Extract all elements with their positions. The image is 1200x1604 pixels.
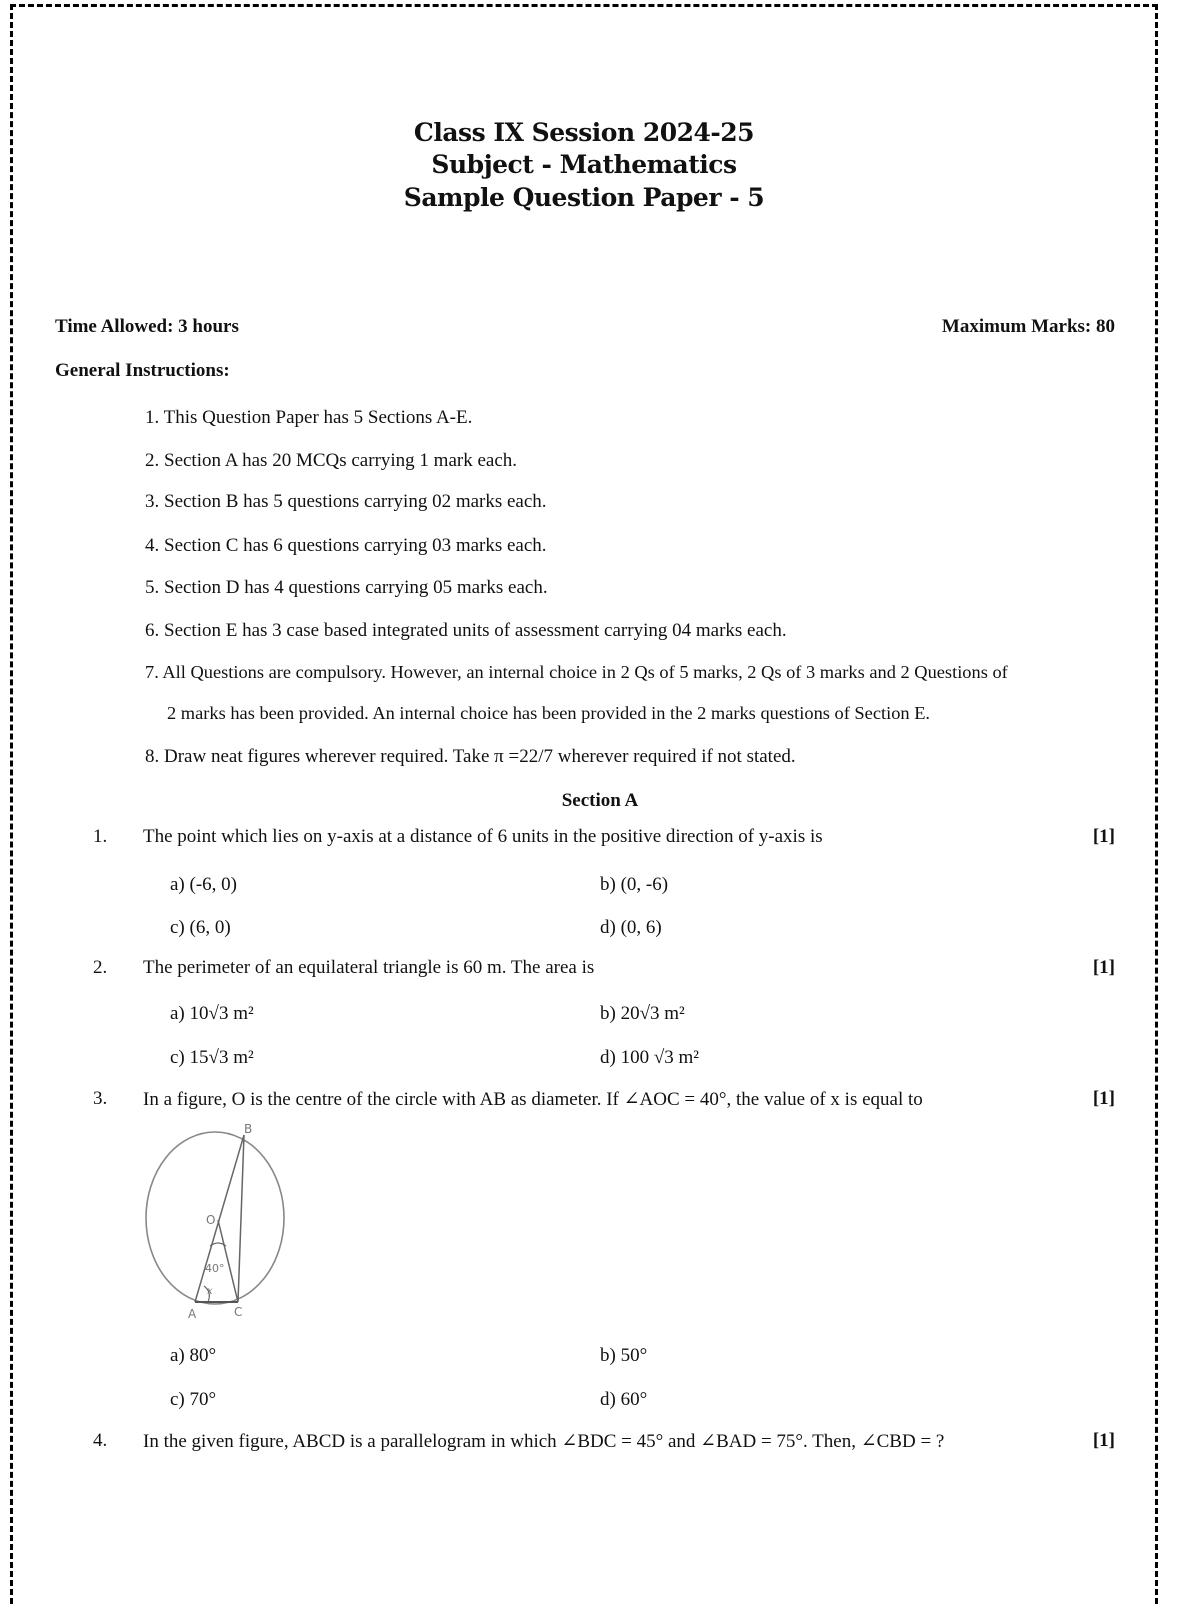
instruction-item: 3. Section B has 5 questions carrying 02 marks each. <box>145 491 547 512</box>
question-marks: [1] <box>1092 826 1115 847</box>
time-allowed: Time Allowed: 3 hours <box>55 316 239 337</box>
option-b: b) 20√3 m² <box>600 1003 685 1024</box>
instruction-item: 7. All Questions are compulsory. However, an internal choice in 2 Qs of 5 marks, 2 Qs of 3 marks and 2 Questions of <box>145 662 1008 682</box>
question-text: In a figure, O is the centre of the circle with AB as diameter. If ∠AOC = 40°, the value of x is equal to <box>143 1089 923 1110</box>
paper-title-number: Sample Question Paper - 5 <box>403 183 765 212</box>
section-heading: Section A <box>561 790 639 811</box>
question-number: 3. <box>93 1088 108 1109</box>
instruction-item-continued: 2 marks has been provided. An internal choice has been provided in the 2 marks questions of Section E. <box>167 703 931 723</box>
paper-title-subject: Subject - Mathematics <box>431 150 737 179</box>
question-text: The perimeter of an equilateral triangle is 60 m. The area is <box>143 957 595 978</box>
label-b: B <box>244 1122 253 1136</box>
option-d: d) (0, 6) <box>600 917 662 938</box>
option-d: d) 100 √3 m² <box>600 1047 699 1068</box>
option-c: c) 15√3 m² <box>170 1047 254 1068</box>
instruction-item: 2. Section A has 20 MCQs carrying 1 mark each. <box>145 450 518 471</box>
question-number: 4. <box>93 1430 108 1451</box>
instruction-item: 4. Section C has 6 questions carrying 03 marks each. <box>145 535 547 556</box>
label-o: O <box>206 1213 216 1227</box>
option-c: c) (6, 0) <box>170 917 231 938</box>
question-marks: [1] <box>1092 957 1115 978</box>
instruction-item: 5. Section D has 4 questions carrying 05 marks each. <box>145 577 548 598</box>
option-a: a) 10√3 m² <box>170 1003 254 1024</box>
label-angle-40: 40° <box>205 1262 225 1275</box>
maximum-marks: Maximum Marks: 80 <box>941 316 1115 337</box>
circle-diagram <box>140 1120 300 1325</box>
paper-title-class: Class IX Session 2024-25 <box>413 118 755 147</box>
question-number: 2. <box>93 957 108 978</box>
option-b: b) (0, -6) <box>600 874 669 895</box>
option-a: a) 80° <box>170 1345 217 1366</box>
label-x: x <box>207 1286 213 1297</box>
instructions-heading: General Instructions: <box>55 360 230 381</box>
label-a: A <box>188 1307 197 1321</box>
question-text: In the given figure, ABCD is a parallelogram in which ∠BDC = 45° and ∠BAD = 75°. Then, ∠CBD = ? <box>143 1431 945 1452</box>
question-number: 1. <box>93 826 108 847</box>
option-a: a) (-6, 0) <box>170 874 237 895</box>
label-c: C <box>234 1305 243 1319</box>
question-marks: [1] <box>1092 1430 1115 1451</box>
instruction-item: 6. Section E has 3 case based integrated units of assessment carrying 04 marks each. <box>145 620 787 641</box>
question-text: The point which lies on y-axis at a distance of 6 units in the positive direction of y-axis is <box>143 826 823 847</box>
option-c: c) 70° <box>170 1389 217 1410</box>
option-b: b) 50° <box>600 1345 648 1366</box>
question-marks: [1] <box>1092 1088 1115 1109</box>
option-d: d) 60° <box>600 1389 648 1410</box>
instruction-item: 1. This Question Paper has 5 Sections A-E. <box>145 407 473 428</box>
instruction-item: 8. Draw neat figures wherever required. Take π =22/7 wherever required if not stated. <box>145 746 796 767</box>
